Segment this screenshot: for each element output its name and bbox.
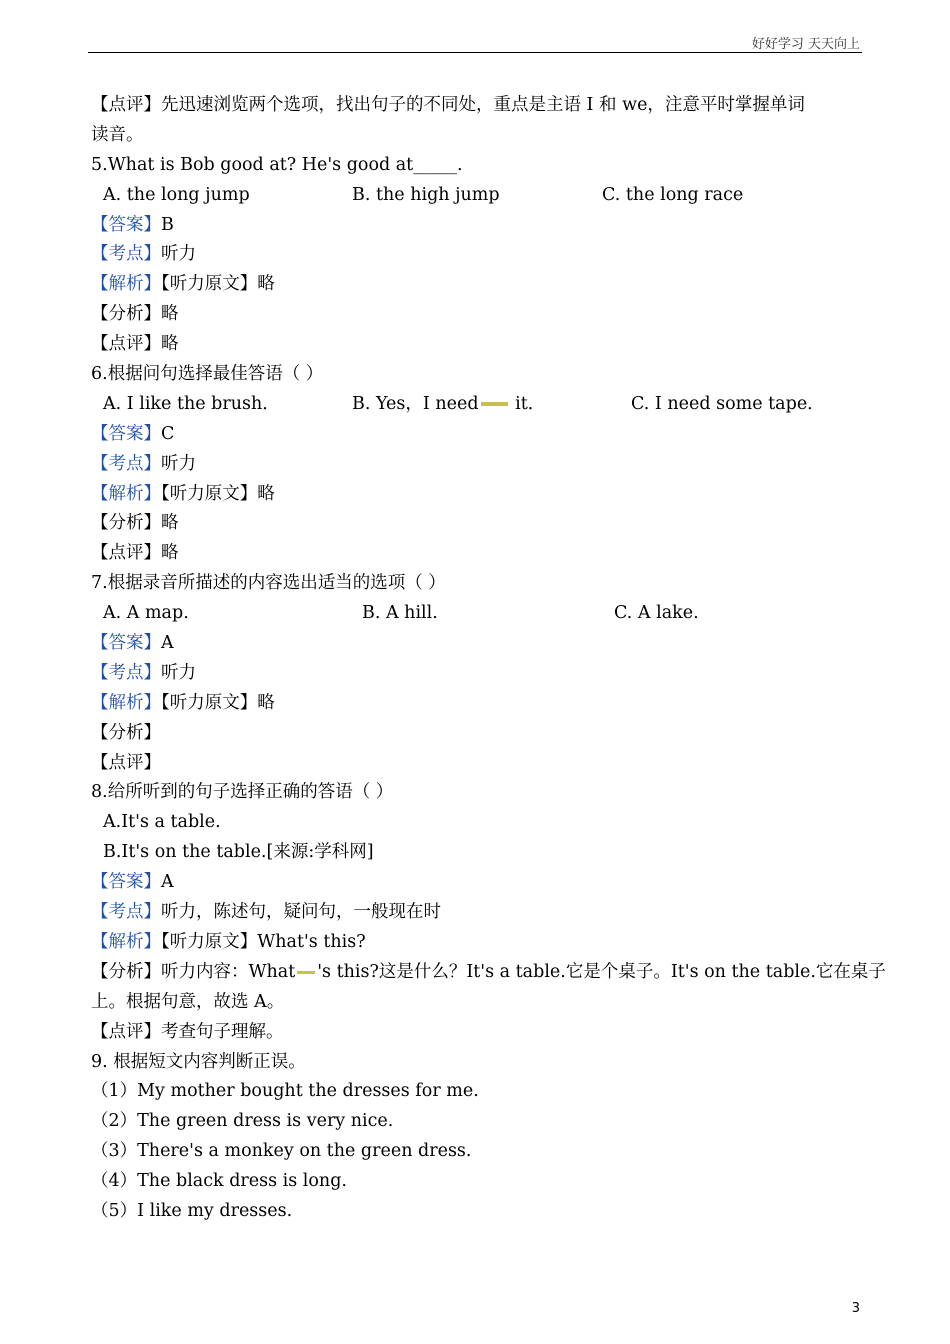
q7-answer: A [161,633,174,654]
kaodian-label: 【考点】 [91,244,161,265]
fenxi-label: 【分析】 [91,722,161,743]
highlight-mark [481,402,508,406]
page-number: 3 [851,1301,860,1316]
q8-option-a: A.It's a table. [103,812,221,833]
q6-option-c: C. I need some tape． [631,393,825,414]
kaodian-label: 【考点】 [91,453,161,474]
q5-dianping-line [91,330,863,360]
q7-options [91,599,863,629]
q7-question: 7.根据录音所描述的内容选出适当的选项（ ） [91,573,446,594]
intro-dianping-line [91,91,863,121]
q8-fenxi-line [91,958,886,988]
q7-option-c: C. A lake. [614,603,699,624]
q7-option-a: A. A map. [103,603,189,624]
fenxi-label: 【分析】 [91,513,161,534]
answer-label: 【答案】 [91,423,161,444]
q8-kaodian-line [91,898,863,928]
q5-fenxi: 略 [161,304,179,325]
q5-kaodian-line [91,240,863,270]
q8-fenxi-text1a: 听力内容：What [161,961,296,982]
q8-fenxi-cont: 上。根据句意，故选 A。 [91,991,285,1012]
q7-kaodian: 听力 [161,662,196,683]
q8-kaodian: 听力，陈述句，疑问句，一般现在时 [161,902,441,923]
q8-answer: A [161,872,174,893]
q9-item: （5）I like my dresses. [91,1200,293,1221]
q6-yuanwen: 略 [257,483,275,504]
q8-jiexi-line [91,928,863,958]
answer-label: 【答案】 [91,872,161,893]
q5-answer: B [161,214,174,235]
q5-jiexi-line [91,270,863,300]
q6-option-a: A. I like the brush． [103,393,280,414]
q6-dianping-line [91,539,863,569]
kaodian-label: 【考点】 [91,662,161,683]
q8-question: 8.给所听到的句子选择正确的答语（ ） [91,782,394,803]
dianping-label: 【点评】 [91,334,161,355]
q5-options [91,181,863,211]
q8-dianping: 考查句子理解。 [161,1021,284,1042]
q5-option-c: C. the long race [602,184,744,205]
document-body [91,91,886,1227]
q5-question: 5.What is Bob good at? He's good at_____. [91,154,463,175]
jiexi-label: 【解析】 [91,483,161,504]
answer-label: 【答案】 [91,633,161,654]
header-rule [88,52,862,53]
q5-dianping: 略 [161,334,179,355]
jiexi-label: 【解析】 [91,931,161,952]
q7-yuanwen: 略 [257,692,275,713]
q6-kaodian-line [91,450,863,480]
q6-fenxi: 略 [161,513,179,534]
q7-fenxi-line [91,719,863,749]
q5-fenxi-line [91,300,863,330]
q7-option-b: B. A hill. [362,603,438,624]
yuanwen-label: 【听力原文】 [161,483,258,504]
q7-jiexi-line [91,689,863,719]
q5-kaodian: 听力 [161,244,196,265]
dianping-label: 【点评】 [91,752,161,773]
q6-option-b-text1: B. Yes，I need [352,393,479,414]
jiexi-label: 【解析】 [91,692,161,713]
q7-answer-line [91,629,863,659]
intro-text-cont: 读音。 [91,124,144,145]
yuanwen-label: 【听力原文】 [161,692,258,713]
q6-option-b [352,390,545,420]
fenxi-label: 【分析】 [91,304,161,325]
q8-option-b: B.It's on the table.[来源:学科网] [103,842,374,863]
yuanwen-label: 【听力原文】 [161,931,258,952]
q6-option-b-text2: it． [515,393,546,414]
q6-answer: C [161,423,175,444]
q5-yuanwen: 略 [257,274,275,295]
q8-yuanwen: What's this? [257,931,366,952]
fenxi-label: 【分析】 [91,961,161,982]
dianping-label: 【点评】 [91,1021,161,1042]
q9-item: （4）The black dress is long. [91,1171,347,1192]
page-header: 好好学习 天天向上 [751,37,860,52]
dianping-label: 【点评】 [91,95,161,115]
q8-fenxi-text1b: 's this?这是什么？It's a table.它是个桌子。It's on the table.它在桌子 [317,961,886,982]
q9-item: （1）My mother bought the dresses for me. [91,1081,479,1102]
q5-answer-line [91,211,863,241]
kaodian-label: 【考点】 [91,902,161,923]
q8-answer-line [91,868,863,898]
q6-answer-line [91,420,863,450]
q8-dianping-line [91,1018,863,1048]
answer-label: 【答案】 [91,214,161,235]
q9-item: （3）There's a monkey on the green dress. [91,1141,472,1162]
q6-question: 6.根据问句选择最佳答语（ ） [91,364,324,385]
q7-dianping-line [91,749,863,779]
q6-fenxi-line [91,509,863,539]
intro-text: 先迅速浏览两个选项，找出句子的不同处，重点是主语 I 和 we，注意平时掌握单词 [161,95,805,115]
dianping-label: 【点评】 [91,543,161,564]
q6-jiexi-line [91,480,863,510]
q7-kaodian-line [91,659,863,689]
q6-dianping: 略 [161,543,179,564]
q6-options [91,390,863,420]
yuanwen-label: 【听力原文】 [161,274,258,295]
q5-option-a: A. the long jump [103,184,250,205]
jiexi-label: 【解析】 [91,274,161,295]
q6-kaodian: 听力 [161,453,196,474]
highlight-mark [297,971,315,974]
q9-question: 9. 根据短文内容判断正误。 [91,1051,306,1072]
q9-item: （2）The green dress is very nice. [91,1111,394,1132]
q5-option-b: B. the high jump [352,184,500,205]
